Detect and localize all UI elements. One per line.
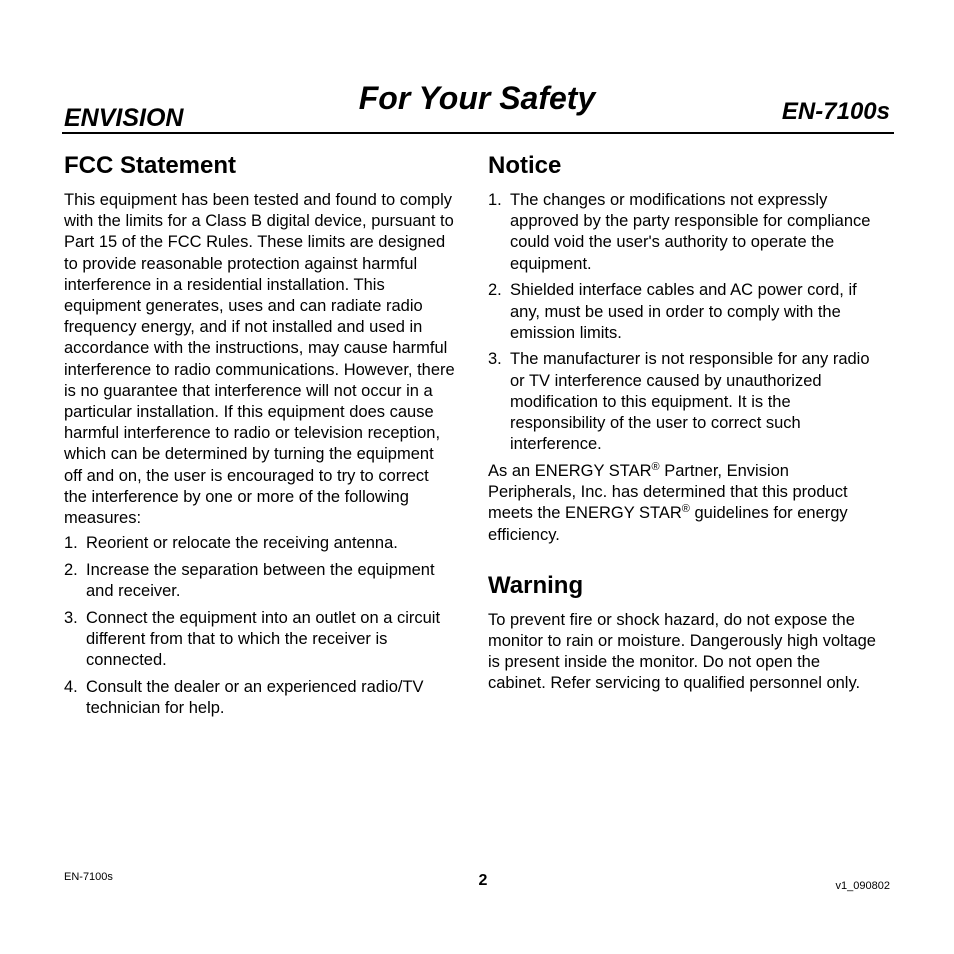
- header-divider: [62, 132, 894, 134]
- page-title: For Your Safety: [358, 80, 596, 116]
- list-number: 2.: [488, 281, 502, 300]
- registered-mark: ®: [651, 460, 660, 473]
- list-number: 1.: [64, 534, 78, 553]
- warning-paragraph: To prevent fire or shock hazard, do not expose the monitor to rain or moisture. Dangerously high voltage is present inside the monitor. Do not open the cabinet. Refer servicing to qualified personnel only.: [488, 610, 876, 693]
- fcc-measures-list: [64, 533, 456, 719]
- model-name-header: EN-7100s: [781, 98, 890, 125]
- list-item: [64, 677, 456, 719]
- footer-model: EN-7100s: [64, 871, 113, 883]
- list-item: [64, 560, 456, 602]
- energy-star-text-2: Partner, Envision Peripherals, Inc. has determined that this product meets the ENERGY STAR: [488, 461, 848, 523]
- fcc-intro-paragraph: This equipment has been tested and found to comply with the limits for a Class B digital device, pursuant to Part 15 of the FCC Rules. These limits are designed to provide reasonable protection against harmful interference in a residential installation. This equipment generates, uses and can radiate radio frequency energy, and if not installed and used in accordance with the instructions, may cause harmful interference to radio communications. However, there is no guarantee that interference will not occur in a particular installation. If this equipment does cause harmful interference to radio or television reception, which can be determined by turning the equipment off and on, the user is encouraged to try to correct the interference by one or more of the following measures:: [64, 191, 455, 528]
- list-number: 2.: [64, 560, 78, 579]
- list-item: [64, 608, 456, 672]
- list-item-text: Consult the dealer or an experienced radio/TV technician for help.: [86, 677, 424, 718]
- fcc-heading: FCC Statement: [64, 152, 237, 179]
- list-number: 1.: [488, 191, 502, 209]
- notice-list: [488, 190, 880, 455]
- list-item-text: Shielded interface cables and AC power cord, if any, must be used in order to comply with the emission limits.: [510, 281, 857, 342]
- list-item: [488, 280, 880, 344]
- list-number: 3.: [488, 350, 502, 369]
- logo-text: ENVISION: [64, 104, 184, 130]
- list-item-text: The changes or modifications not expressly approved by the party responsible for compliance could void the user's authority to operate the equipment.: [510, 191, 871, 273]
- list-item: [488, 349, 880, 455]
- warning-heading: Warning: [488, 571, 584, 599]
- list-item-text: The manufacturer is not responsible for any radio or TV interference caused by unauthorized modification to this equipment. It is the responsibility of the user to correct such interference.: [510, 350, 870, 454]
- energy-star-text-1: As an ENERGY STAR: [488, 461, 652, 480]
- registered-mark: ®: [681, 503, 690, 516]
- list-item-text: Connect the equipment into an outlet on a circuit different from that to which the receiver is connected.: [86, 608, 441, 670]
- list-number: 4.: [64, 677, 78, 696]
- energy-star-text-3: guidelines for energy efficiency.: [488, 504, 848, 544]
- list-item-text: Increase the separation between the equipment and receiver.: [86, 560, 435, 601]
- document-version: v1_090802: [835, 880, 890, 892]
- list-number: 3.: [64, 608, 78, 627]
- page-number: 2: [478, 872, 488, 889]
- notice-heading: Notice: [488, 152, 562, 179]
- fcc-statement-section: [64, 150, 456, 725]
- list-item-text: Reorient or relocate the receiving antenna.: [86, 534, 398, 553]
- list-item: [64, 533, 456, 554]
- notice-warning-column: [488, 150, 880, 695]
- energy-star-paragraph: [488, 461, 880, 546]
- list-item: [488, 190, 880, 275]
